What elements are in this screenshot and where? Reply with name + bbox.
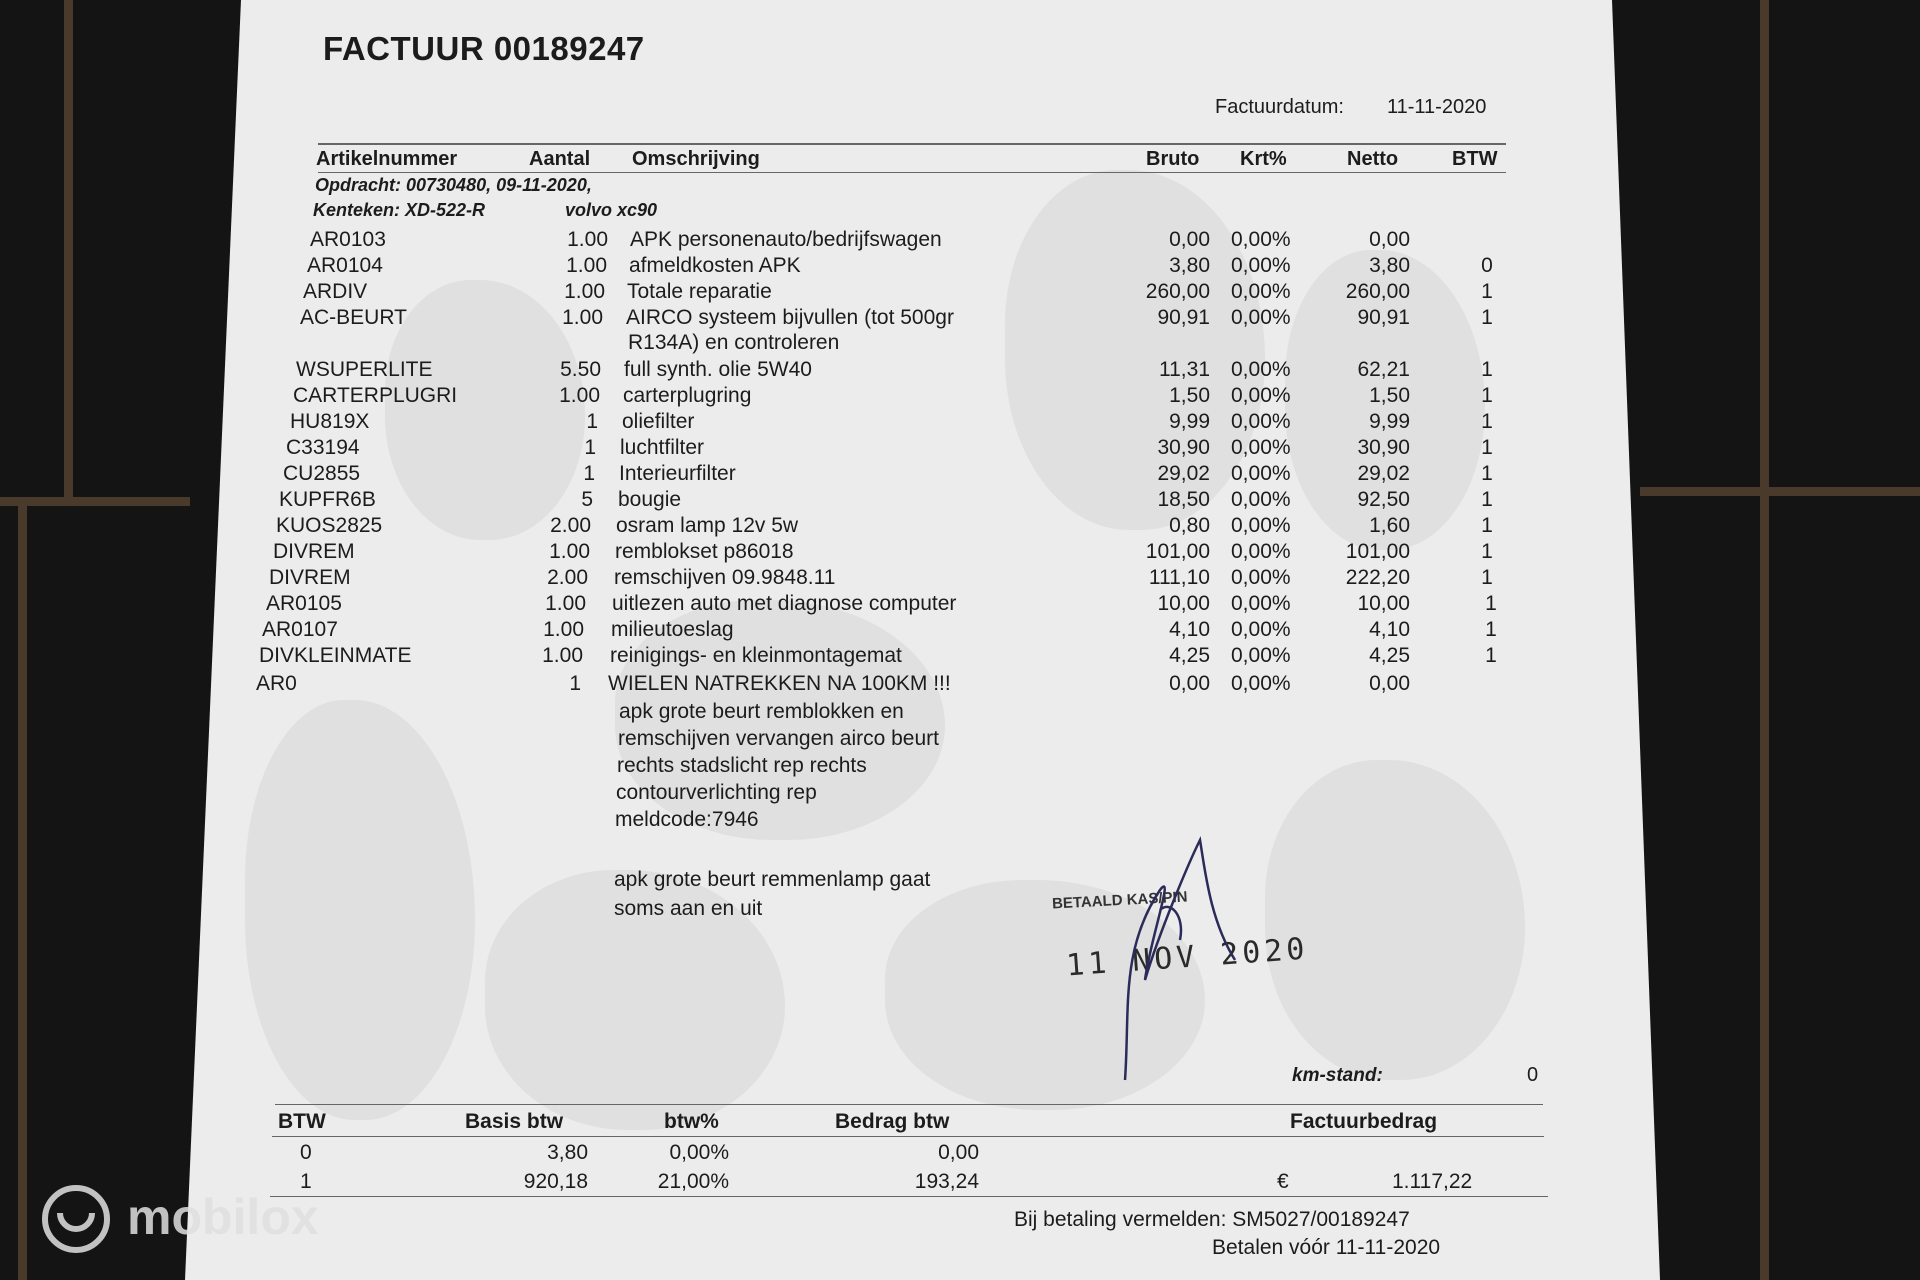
line-item-row [0, 644, 1920, 670]
line-item-article: HU819X [290, 410, 370, 433]
line-item-article: AR0 [256, 672, 297, 695]
line-item-netto: 3,80 [1369, 254, 1410, 277]
sum-row-pct: 0,00% [669, 1141, 729, 1164]
line-item-discount: 0,00% [1231, 358, 1291, 381]
line-item-row [0, 462, 1920, 488]
line-item-row [0, 254, 1920, 280]
line-item-discount: 0,00% [1231, 410, 1291, 433]
line-item-bruto: 4,25 [1169, 644, 1210, 667]
line-item-discount: 0,00% [1231, 672, 1291, 695]
line-item-netto: 222,20 [1345, 566, 1410, 589]
line-item-article: DIVREM [269, 566, 351, 589]
line-item-row [0, 488, 1920, 514]
line-item-article: AR0103 [310, 228, 386, 251]
line-item-description: full synth. olie 5W40 [624, 358, 812, 381]
line-item-discount: 0,00% [1231, 228, 1291, 251]
line-item-bruto: 3,80 [1169, 254, 1210, 277]
line-item-quantity: 1 [586, 410, 598, 433]
line-item-row [0, 306, 1920, 332]
sum-row-pct: 21,00% [657, 1170, 729, 1193]
line-item-quantity: 1.00 [559, 384, 600, 407]
signature [1090, 830, 1250, 1090]
line-item-netto: 92,50 [1357, 488, 1410, 511]
line-item-netto: 260,00 [1345, 280, 1410, 303]
line-item-vat-code: 1 [1481, 566, 1493, 589]
payment-reference: Bij betaling vermelden: SM5027/00189247 [1014, 1208, 1410, 1231]
plate-info: Kenteken: XD-522-R [313, 200, 486, 220]
line-item-description: APK personenauto/bedrijfswagen [630, 228, 942, 251]
line-item-quantity: 2.00 [547, 566, 588, 589]
line-item-row [0, 410, 1920, 436]
paid-stamp: BETAALD KAS/PIN [1051, 888, 1188, 913]
invoice-title: FACTUUR 00189247 [323, 30, 645, 67]
line-item-vat-code: 1 [1481, 384, 1493, 407]
line-item-article: AC-BEURT [300, 306, 407, 329]
line-item-article: DIVKLEINMATE [259, 644, 412, 667]
line-item-article: KUPFR6B [279, 488, 376, 511]
line-item-quantity: 1.00 [566, 254, 607, 277]
line-item-row [0, 436, 1920, 462]
header-rule-top [318, 143, 1506, 145]
line-item-quantity: 1.00 [549, 540, 590, 563]
line-item-bruto: 30,90 [1157, 436, 1210, 459]
line-item-vat-code: 1 [1485, 592, 1497, 615]
watermark-text: mobilox [127, 1189, 319, 1245]
line-item-bruto: 4,10 [1169, 618, 1210, 641]
line-item-vat-code: 1 [1481, 540, 1493, 563]
line-item-row [0, 228, 1920, 254]
line-item-netto: 0,00 [1369, 672, 1410, 695]
line-item-bruto: 9,99 [1169, 410, 1210, 433]
line-item-netto: 0,00 [1369, 228, 1410, 251]
line-item-row [0, 384, 1920, 410]
invoice-date-value: 11-11-2020 [1387, 96, 1487, 118]
col-header-btw: BTW [1452, 148, 1498, 170]
line-item-description: Interieurfilter [619, 462, 736, 485]
sum-row-btw: 0 [300, 1141, 312, 1164]
line-item-discount: 0,00% [1231, 462, 1291, 485]
line-item-quantity: 1.00 [542, 644, 583, 667]
line-item-vat-code: 1 [1481, 306, 1493, 329]
sum-header-total: Factuurbedrag [1290, 1110, 1438, 1133]
invoice-total: 1.117,22 [1392, 1170, 1473, 1193]
line-item-netto: 90,91 [1357, 306, 1410, 329]
line-item-bruto: 101,00 [1145, 540, 1210, 563]
work-note-line: remschijven vervangen airco beurt [618, 727, 939, 750]
line-item-description: reinigings- en kleinmontagemat [610, 644, 902, 667]
sum-row-basis: 3,80 [547, 1141, 588, 1164]
sum-header-btw: BTW [278, 1110, 326, 1133]
line-item-vat-code: 1 [1481, 514, 1493, 537]
line-item-vat-code: 1 [1481, 436, 1493, 459]
line-item-discount: 0,00% [1231, 254, 1291, 277]
line-item-discount: 0,00% [1231, 618, 1291, 641]
line-item-row [0, 618, 1920, 644]
line-item-vat-code: 1 [1481, 280, 1493, 303]
line-item-quantity: 1.00 [567, 228, 608, 251]
col-header-qty: Aantal [529, 148, 591, 170]
summary-rule-top [275, 1104, 1543, 1105]
order-info: Opdracht: 00730480, 09-11-2020, [315, 175, 592, 195]
sum-row-btw: 1 [300, 1170, 312, 1193]
line-item-description: oliefilter [622, 410, 695, 433]
line-item-discount: 0,00% [1231, 514, 1291, 537]
line-item-bruto: 0,00 [1169, 228, 1210, 251]
line-item-article: CU2855 [283, 462, 361, 485]
line-item-row [0, 280, 1920, 306]
line-item-netto: 4,25 [1369, 644, 1410, 667]
line-item-article: AR0105 [266, 592, 342, 615]
line-item-article: KUOS2825 [276, 514, 383, 537]
line-item-vat-code: 1 [1485, 618, 1497, 641]
col-header-netto: Netto [1347, 148, 1399, 170]
sum-header-basis: Basis btw [465, 1110, 564, 1133]
line-item-row [0, 566, 1920, 592]
sum-header-bedrag: Bedrag btw [835, 1110, 950, 1133]
line-item-bruto: 0,80 [1169, 514, 1210, 537]
line-item-description: remblokset p86018 [615, 540, 794, 563]
invoice-date-label: Factuurdatum: [1215, 96, 1344, 118]
line-item-netto: 10,00 [1357, 592, 1410, 615]
work-note-line: rechts stadslicht rep rechts [617, 754, 867, 777]
col-header-desc: Omschrijving [632, 148, 760, 170]
line-item-vat-code: 1 [1481, 488, 1493, 511]
line-item-description: remschijven 09.9848.11 [614, 566, 836, 589]
line-item-discount: 0,00% [1231, 566, 1291, 589]
km-value: 0 [1527, 1064, 1539, 1086]
line-item-row [0, 358, 1920, 384]
line-item-netto: 62,21 [1357, 358, 1410, 381]
line-item-row [0, 592, 1920, 618]
line-item-discount: 0,00% [1231, 306, 1291, 329]
work-note-line: contourverlichting rep [616, 781, 817, 804]
line-item-vat-code: 1 [1485, 644, 1497, 667]
line-item-description: afmeldkosten APK [629, 254, 801, 277]
line-item-netto: 29,02 [1357, 462, 1410, 485]
line-item-netto: 101,00 [1345, 540, 1410, 563]
line-item-quantity: 1.00 [545, 592, 586, 615]
sum-header-pct: btw% [664, 1110, 719, 1133]
line-item-vat-code: 1 [1481, 410, 1493, 433]
line-item-discount: 0,00% [1231, 540, 1291, 563]
line-item-bruto: 0,00 [1169, 672, 1210, 695]
line-item-netto: 4,10 [1369, 618, 1410, 641]
line-item-description: AIRCO systeem bijvullen (tot 500gr [626, 306, 954, 329]
sum-row-bedrag: 193,24 [914, 1170, 979, 1193]
line-item-bruto: 260,00 [1145, 280, 1210, 303]
line-item-quantity: 1.00 [543, 618, 584, 641]
header-rule-bottom [318, 172, 1506, 173]
airco-desc-continued: R134A) en controleren [628, 331, 840, 354]
line-item-quantity: 5.50 [560, 358, 601, 381]
summary-rule-mid [272, 1136, 1544, 1137]
mobilox-logo-icon [40, 1183, 112, 1255]
line-item-discount: 0,00% [1231, 644, 1291, 667]
currency-sign: € [1277, 1170, 1289, 1193]
summary-rule-bottom [270, 1196, 1548, 1197]
vehicle-info: volvo xc90 [565, 200, 658, 220]
line-item-quantity: 2.00 [550, 514, 591, 537]
line-item-quantity: 5 [581, 488, 593, 511]
line-item-bruto: 90,91 [1157, 306, 1210, 329]
line-item-vat-code: 1 [1481, 462, 1493, 485]
work-note-line: apk grote beurt remblokken en [619, 700, 904, 723]
line-item-quantity: 1 [583, 462, 595, 485]
line-item-bruto: 18,50 [1157, 488, 1210, 511]
line-item-quantity: 1.00 [564, 280, 605, 303]
line-item-row [0, 540, 1920, 566]
stamp-date: 11 NOV 2020 [1065, 931, 1310, 984]
line-item-discount: 0,00% [1231, 436, 1291, 459]
line-item-article: ARDIV [303, 280, 368, 303]
complaint-note-line: soms aan en uit [614, 897, 763, 920]
line-item-bruto: 11,31 [1159, 358, 1210, 381]
line-item-bruto: 111,10 [1148, 566, 1210, 589]
line-item-vat-code: 0 [1481, 254, 1493, 277]
line-item-description: osram lamp 12v 5w [616, 514, 799, 537]
payment-due: Betalen vóór 11-11-2020 [1212, 1236, 1441, 1259]
col-header-bruto: Bruto [1146, 148, 1200, 170]
line-item-quantity: 1.00 [562, 306, 603, 329]
line-item-description: carterplugring [623, 384, 752, 407]
line-item-row [0, 514, 1920, 540]
line-item-netto: 1,60 [1369, 514, 1410, 537]
line-item-bruto: 29,02 [1157, 462, 1210, 485]
col-header-krt: Krt% [1240, 148, 1287, 170]
line-item-article: DIVREM [273, 540, 355, 563]
line-item-discount: 0,00% [1231, 280, 1291, 303]
line-item-netto: 9,99 [1369, 410, 1410, 433]
line-item-quantity: 1 [584, 436, 596, 459]
col-header-art: Artikelnummer [316, 148, 458, 170]
work-note-line: meldcode:7946 [615, 808, 759, 831]
line-item-discount: 0,00% [1231, 488, 1291, 511]
line-item-netto: 1,50 [1369, 384, 1410, 407]
line-item-description: luchtfilter [620, 436, 705, 459]
line-item-article: AR0107 [262, 618, 338, 641]
line-item-vat-code: 1 [1481, 358, 1493, 381]
line-item-bruto: 10,00 [1157, 592, 1210, 615]
sum-row-bedrag: 0,00 [938, 1141, 979, 1164]
line-item-row [0, 672, 1920, 698]
line-item-description: milieutoeslag [611, 618, 734, 641]
line-item-bruto: 1,50 [1169, 384, 1210, 407]
line-item-article: C33194 [286, 436, 360, 459]
line-item-article: CARTERPLUGRI [293, 384, 458, 407]
complaint-note-line: apk grote beurt remmenlamp gaat [614, 868, 931, 891]
line-item-discount: 0,00% [1231, 592, 1291, 615]
km-label: km-stand: [1292, 1065, 1383, 1086]
line-item-article: WSUPERLITE [296, 358, 433, 381]
line-item-article: AR0104 [307, 254, 383, 277]
line-item-discount: 0,00% [1231, 384, 1291, 407]
line-item-description: uitlezen auto met diagnose computer [612, 592, 957, 615]
sum-row-basis: 920,18 [523, 1170, 588, 1193]
line-item-description: WIELEN NATREKKEN NA 100KM !!! [608, 672, 951, 695]
line-item-description: bougie [618, 488, 682, 511]
line-item-quantity: 1 [569, 672, 581, 695]
line-item-description: Totale reparatie [627, 280, 772, 303]
line-item-netto: 30,90 [1357, 436, 1410, 459]
